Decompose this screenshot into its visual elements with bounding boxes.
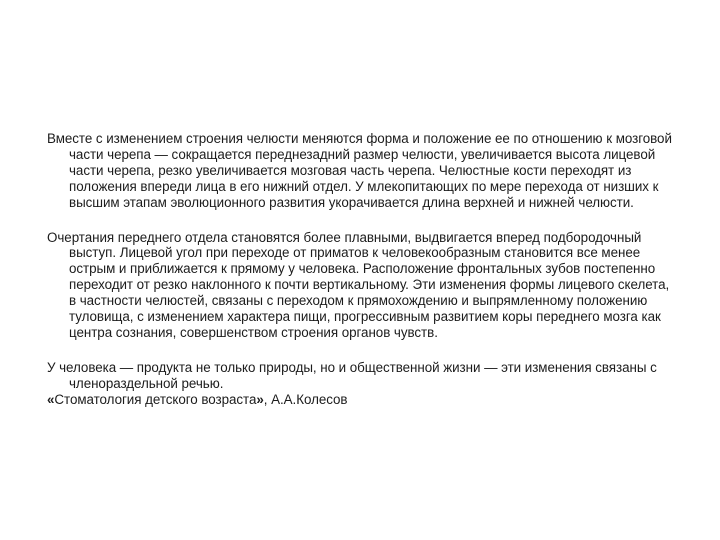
paragraph-jaw-changes: Вместе с изменением строения челюсти меняются форма и положение ее по отношению к мозговой части черепа — сокращается переднезадний размер челюсти, увеличивается высота лицевой части черепа, резко увеличивается мозговая часть черепа. Челюстные кости переходят из положения впереди лица в его нижний отдел. У млекопитающих по мере перехода от низших к высшим этапам эволюционного развития укорачивается длина верхней и нижней челюсти. [47,131,672,210]
source-title: Стоматология детского возраста [54,391,257,407]
source-citation [47,392,679,408]
paragraph-anterior-outline: Очертания переднего отдела становятся более плавными, выдвигается вперед подбородочный выступ. Лицевой угол при переходе от приматов к человекообразным становится все менее острым и приближается к прямому у человека. Расположение фронтальных зубов постепенно переходит от резко наклонного к почти вертикальному. Эти изменения формы лицевого скелета, в частности челюстей, связаны с переходом к прямохождению и выпрямленному положению туловища, с изменением характера пищи, прогрессивным развитием коры переднего мозга как центра сознания, совершенством строения органов чувств. [47,229,670,340]
text-body [47,131,679,408]
open-quote: « [47,391,55,407]
close-quote: » [256,391,264,407]
source-author: , А.А.Колесов [263,391,348,407]
paragraph-human-speech: У человека — продукта не только природы, но и общественной жизни — эти изменения связаны с членораздельной речью. [47,359,657,391]
